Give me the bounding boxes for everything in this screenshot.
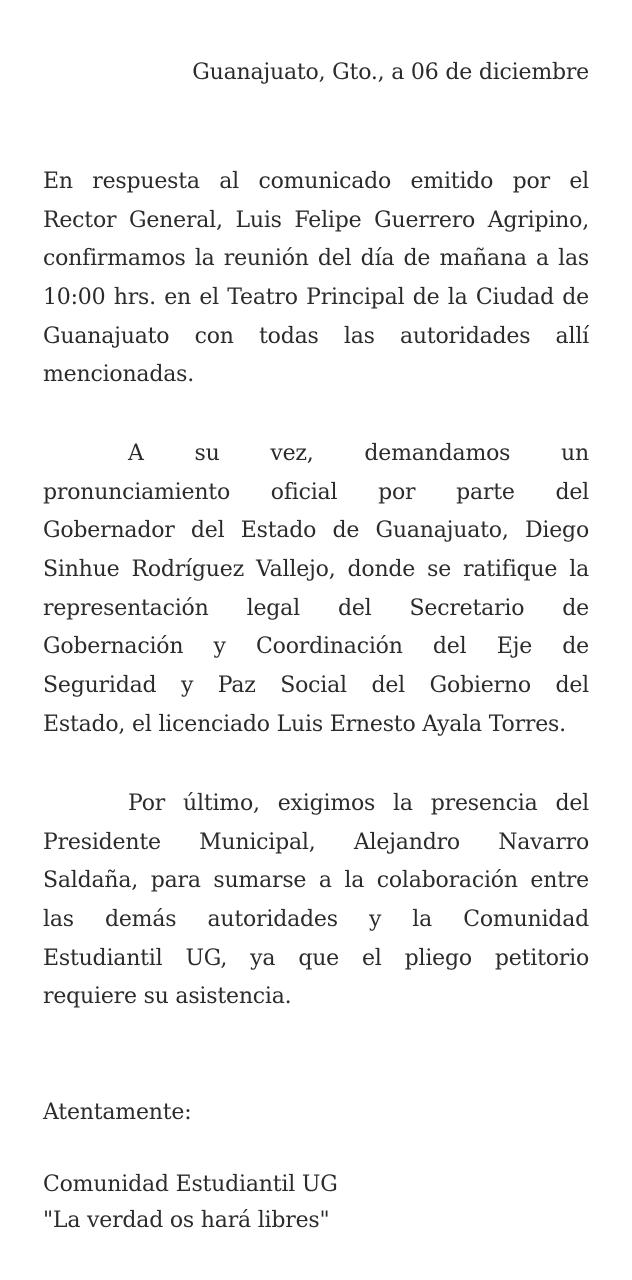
paragraph-line: Sinhue Rodríguez Vallejo, donde se ratifique la: [43, 557, 589, 583]
paragraph-line: A su vez, demandamos un: [128, 441, 589, 466]
signature-name: Comunidad Estudiantil UG: [43, 1172, 338, 1197]
paragraph-line: 10:00 hrs. en el Teatro Principal de la Ciudad de: [43, 285, 589, 311]
paragraph-line: Estado, el licenciado Luis Ernesto Ayala Torres.: [43, 711, 566, 737]
paragraph-line: Seguridad y Paz Social del Gobierno del: [43, 673, 589, 699]
paragraph-line: representación legal del Secretario de: [43, 595, 589, 621]
paragraph-line: En respuesta al comunicado emitido por el: [43, 169, 589, 194]
paragraph-demand: [43, 435, 589, 745]
paragraph-line: requiere su asistencia.: [43, 984, 292, 1010]
paragraph-response: [43, 163, 589, 395]
paragraph-line: Por último, exigimos la presencia del: [128, 791, 589, 816]
paragraph-line: las demás autoridades y la Comunidad: [43, 907, 589, 933]
paragraph-line: pronunciamiento oficial por parte del: [43, 479, 589, 505]
paragraph-line: Guanajuato con todas las autoridades allí: [43, 323, 589, 349]
paragraph-line: Gobernación y Coordinación del Eje de: [43, 634, 589, 660]
paragraph-line: Estudiantil UG, ya que el pliego petitorio: [43, 945, 589, 971]
paragraph-requirement: [43, 785, 589, 1017]
paragraph-line: Gobernador del Estado de Guanajuato, Diego: [43, 518, 589, 544]
paragraph-line: mencionadas.: [43, 362, 195, 388]
paragraph-line: Saldaña, para sumarse a la colaboración entre: [43, 868, 589, 894]
paragraph-line: Presidente Municipal, Alejandro Navarro: [43, 829, 589, 855]
paragraph-line: Rector General, Luis Felipe Guerrero Agripino,: [43, 207, 589, 233]
signature-motto: "La verdad os hará libres": [43, 1208, 330, 1233]
date-line: Guanajuato, Gto., a 06 de diciembre: [192, 60, 589, 85]
paragraph-line: confirmamos la reunión del día de mañana a las: [43, 246, 589, 272]
closing-salutation: Atentamente:: [43, 1100, 192, 1125]
